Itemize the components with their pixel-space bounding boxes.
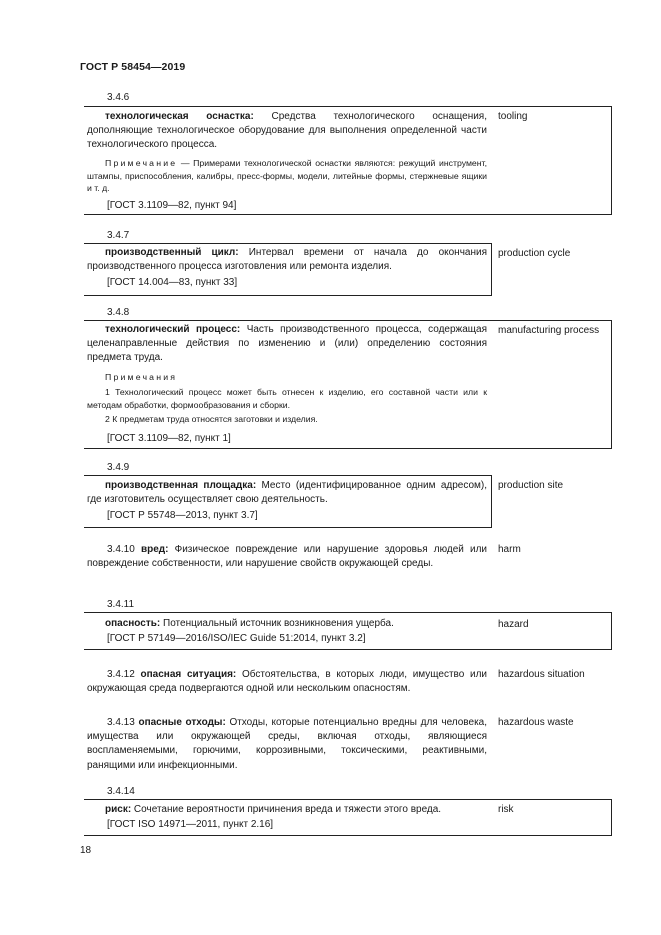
note-text: — Примерами технологической оснастки являются: режущий инструмент, штампы, приспособления, калибры, пресс-формы, модели, литейные формы, стержневые ящики и т. д. [87, 158, 487, 193]
definition-text: Сочетание вероятности причинения вреда и тяжести этого вреда. [131, 804, 442, 815]
term-name: производственный цикл: [105, 247, 239, 258]
definition-text: Отходы, которые потенциально вредны для человека, имущества или окружающей среды, включая отходы, являющиеся воспламеняемыми, горючими, коррозивными, токсическими, реактивными, ранящими или инфекционными. [87, 717, 488, 771]
term-english: hazardous situation [498, 669, 585, 680]
term-number: 3.4.7 [107, 230, 130, 241]
term-definition [87, 479, 487, 507]
term-number: 3.4.6 [107, 92, 130, 103]
term-definition [87, 803, 487, 817]
term-name: производственная площадка: [105, 480, 257, 491]
note-label: Примечание [105, 158, 178, 168]
term-name: вред: [140, 544, 169, 555]
term-note: 1 Технологический процесс может быть отнесен к изделию, его составной части или к методам обработки, формообразования и сборки. [87, 387, 487, 410]
term-english: tooling [498, 111, 528, 122]
term-name: технологический процесс: [105, 324, 241, 335]
term-english: harm [498, 544, 521, 555]
term-name: опасные отходы: [138, 717, 226, 728]
term-english: manufacturing process [498, 325, 600, 336]
definition-text: Часть производственного процесса, содержащая целенаправленные действия по изменению и (или) определению состояния предмета труда. [87, 324, 488, 364]
term-note [87, 157, 487, 195]
term-english: hazard [498, 619, 529, 630]
definition-text: Средства технологического оснащения, дополняющие технологическое оборудование для выполнения определенной части технологического процесса. [87, 111, 487, 151]
term-note: 2 К предметам труда относятся заготовки и изделия. [105, 414, 318, 424]
term-reference: [ГОСТ ISO 14971—2011, пункт 2.16] [107, 819, 274, 830]
term-notes-label: Примечания [105, 372, 178, 382]
term-number: 3.4.8 [107, 307, 130, 318]
term-definition [87, 716, 487, 773]
term-reference: [ГОСТ 3.1109—82, пункт 94] [107, 200, 237, 211]
term-reference: [ГОСТ 14.004—83, пункт 33] [107, 277, 238, 288]
term-name: риск: [105, 804, 132, 815]
document-header: ГОСТ Р 58454—2019 [80, 61, 186, 73]
page-number: 18 [80, 845, 92, 856]
term-number: 3.4.11 [107, 599, 135, 610]
term-reference: [ГОСТ Р 57149—2016/ISO/IEC Guide 51:2014, пункт 3.2] [107, 633, 366, 644]
term-reference: [ГОСТ 3.1109—82, пункт 1] [107, 433, 231, 444]
term-definition [87, 543, 487, 571]
term-english: risk [498, 804, 514, 815]
term-english: production cycle [498, 248, 571, 259]
term-number: 3.4.10 [107, 544, 135, 555]
term-reference: [ГОСТ Р 55748—2013, пункт 3.7] [107, 510, 258, 521]
term-definition [87, 323, 487, 366]
term-number: 3.4.12 [107, 669, 135, 680]
definition-text: Место (идентифицированное одним адресом), где изготовитель осуществляет свою деятельность. [87, 480, 487, 506]
term-name: опасная ситуация: [140, 669, 237, 680]
term-number: 3.4.13 [107, 717, 135, 728]
term-definition [87, 246, 487, 274]
term-name: опасность: [105, 618, 161, 629]
term-english: production site [498, 480, 564, 491]
term-definition [87, 617, 487, 631]
definition-text: Обстоятельства, в которых люди, имущество или окружающая среда подвергаются одной или нескольким опасностям. [87, 669, 488, 695]
term-number: 3.4.9 [107, 462, 130, 473]
term-english: hazardous waste [498, 717, 574, 728]
term-definition [87, 110, 487, 153]
term-definition [87, 668, 487, 696]
definition-text: Физическое повреждение или нарушение здоровья людей или повреждение собственности, или нарушение свойств окружающей среды. [87, 544, 488, 570]
term-name: технологическая оснастка: [105, 111, 254, 122]
term-number: 3.4.14 [107, 786, 135, 797]
definition-text: Потенциальный источник возникновения ущерба. [160, 618, 394, 629]
definition-text: Интервал времени от начала до окончания производственного процесса изготовления или ремонта изделия. [87, 247, 488, 273]
